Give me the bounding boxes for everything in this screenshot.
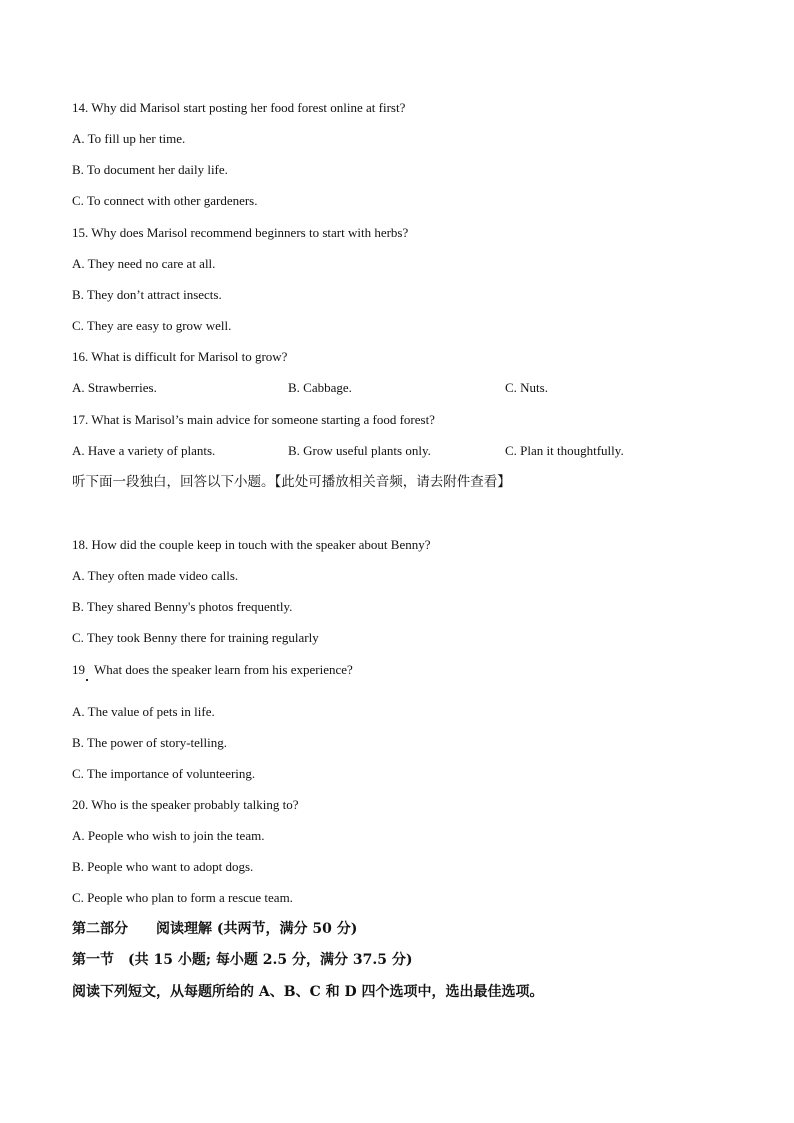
reading-directions: 阅读下列短文，从每题所给的 A、B、C 和 D 四个选项中，选出最佳选项。	[72, 984, 544, 1000]
q14-option-a: A. To fill up her time.	[72, 131, 186, 146]
q20-option-b: B. People who want to adopt dogs.	[72, 859, 254, 874]
q19-option-c: C. The importance of volunteering.	[72, 766, 256, 781]
q14-option-c: C. To connect with other gardeners.	[72, 193, 258, 208]
q20-option-c: C. People who plan to form a rescue team.	[72, 890, 293, 905]
monologue-instruction: 听下面一段独白，回答以下小题。【此处可播放相关音频，请去附件查看】	[72, 474, 511, 490]
q16-option-b: B. Cabbage.	[288, 380, 352, 395]
stray-dot-mark	[86, 679, 88, 681]
q17-option-a: A. Have a variety of plants.	[72, 443, 216, 458]
q19-option-b: B. The power of story-telling.	[72, 735, 228, 750]
q15-option-b: B. They don’t attract insects.	[72, 287, 222, 302]
section-subtitle: (共 15 小题; 每小题 2.5 分，满分 37.5 分)	[128, 952, 413, 968]
q18-option-a: A. They often made video calls.	[72, 568, 239, 583]
q14-option-b: B. To document her daily life.	[72, 162, 228, 177]
question-15: 15. Why does Marisol recommend beginners to start with herbs?	[72, 225, 409, 240]
q15-option-c: C. They are easy to grow well.	[72, 318, 232, 333]
question-16: 16. What is difficult for Marisol to grow?	[72, 349, 288, 364]
q17-option-b: B. Grow useful plants only.	[288, 443, 431, 458]
q16-options-row	[72, 380, 722, 396]
section-one-heading	[72, 952, 412, 968]
q16-option-c: C. Nuts.	[505, 380, 548, 395]
question-14: 14. Why did Marisol start posting her food forest online at first?	[72, 100, 406, 115]
q18-option-c: C. They took Benny there for training regularly	[72, 630, 319, 645]
question-19	[72, 662, 353, 678]
question-18: 18. How did the couple keep in touch with the speaker about Benny?	[72, 537, 431, 552]
q20-option-a: A. People who wish to join the team.	[72, 828, 265, 843]
q19-option-a: A. The value of pets in life.	[72, 704, 215, 719]
part-two-heading	[72, 921, 357, 937]
part-subtitle: 阅读理解 (共两节，满分 50 分)	[156, 921, 358, 937]
question-20: 20. Who is the speaker probably talking to?	[72, 797, 299, 812]
question-17: 17. What is Marisol’s main advice for someone starting a food forest?	[72, 412, 435, 427]
q17-option-c: C. Plan it thoughtfully.	[505, 443, 624, 458]
q19-text: What does the speaker learn from his experience?	[94, 662, 353, 677]
q15-option-a: A. They need no care at all.	[72, 256, 216, 271]
section-title: 第一节	[72, 952, 114, 968]
q17-options-row	[72, 443, 722, 459]
q18-option-b: B. They shared Benny's photos frequently.	[72, 599, 293, 614]
part-title: 第二部分	[72, 921, 128, 937]
q16-option-a: A. Strawberries.	[72, 380, 157, 395]
q19-number: 19	[72, 662, 85, 677]
